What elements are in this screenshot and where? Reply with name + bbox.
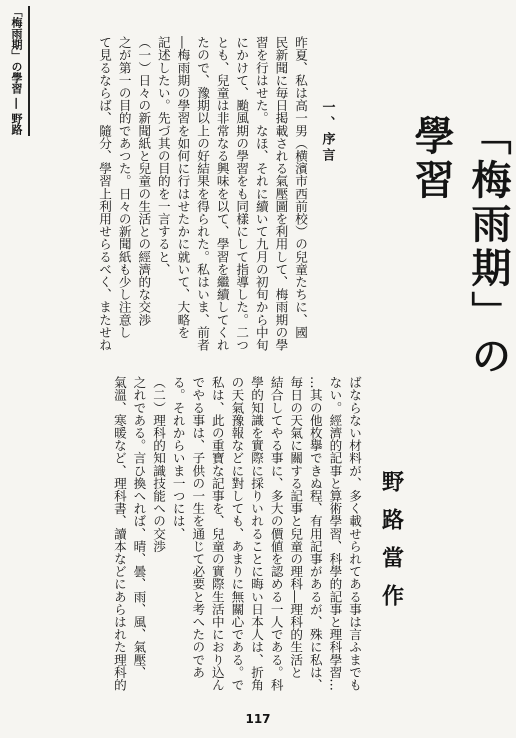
text-column: （二）理科的知識技能への交渉 xyxy=(151,376,167,553)
text-column: 氣溫、寒暖など、理科書、讀本などにあらはれた理科的 xyxy=(111,376,127,691)
running-head-text: 「梅雨期」の學習 ― 野路 xyxy=(10,6,23,135)
page-number: 117 xyxy=(245,712,271,726)
text-column: にかけて、颱風期の學習をも同樣にして指導した。二つ xyxy=(234,36,250,351)
text-column: 習を行はせた。なほ、それに續いて九月の初旬から中旬 xyxy=(253,36,269,351)
text-column: 學的知識を實際に採りいれることに晦い日本人は、折角 xyxy=(249,376,265,691)
author-name-text: 野路當作 xyxy=(378,470,405,622)
author-name xyxy=(372,470,412,660)
text-column: 毎日の天氣に關する記事と兒童の理科―理科的生活と xyxy=(288,376,304,679)
text-column: 記述したい。先づ其の目的を一言すると、 xyxy=(155,36,171,276)
text-column: ―梅雨期の學習を如何に行はせたかに就いて、大略を xyxy=(175,36,191,339)
text-column: て見るならば、隨分、學習上利用せらるべく、またせね xyxy=(97,36,113,351)
text-column: たので、豫期以上の好結果を得られた。私はいま、前者 xyxy=(195,36,211,351)
text-column: る。それからいま一つには、 xyxy=(170,376,186,540)
body-text-lower xyxy=(30,376,364,718)
text-column: 私は、此の重寶な記事を、兒童の實際生活中におり込ん xyxy=(209,376,225,691)
article-title xyxy=(408,115,512,415)
article-title-text: 「梅雨期」の學習 xyxy=(408,115,512,379)
text-column: ばならない材料が、多く載せられてある事は言ふまでも xyxy=(347,376,362,691)
text-column: 結合してやる事に、多大の價値を認める一人である。科 xyxy=(268,376,284,691)
text-column: でやる事は、子供の一生を通じて必要と考へたのであ xyxy=(190,376,206,679)
running-head xyxy=(4,6,30,136)
text-column: ない。經濟的記事と算術學習、科學的記事と理科學習… xyxy=(327,376,343,691)
text-column: とも、兒童は非常なる興味を以て、學習を繼續してくれ xyxy=(214,36,230,351)
text-column: 之が第一の目的であつた。日々の新聞紙も少し注意し xyxy=(116,36,132,339)
text-column: 昨夏、私は高一男（横濱市西前校）の兒童たちに、國 xyxy=(293,36,308,339)
text-column: 民新聞に毎日掲載される氣壓圖を利用して、梅雨期の學 xyxy=(273,36,289,351)
section-heading-text: 一、序言 xyxy=(319,100,335,164)
text-column: （一）日々の新聞紙と兒童の生活との經濟的な交渉 xyxy=(136,36,152,326)
text-column: …其の他枚擧できぬ程、有用記事があるが、殊に私は、 xyxy=(307,376,323,691)
section-heading xyxy=(316,100,338,210)
text-column: 之れである。言ひ換へれば、晴、曇、雨、風、氣壓、 xyxy=(131,376,147,679)
text-column: の天氣豫報などに對しても、あまりに無關心である。で xyxy=(229,376,245,691)
